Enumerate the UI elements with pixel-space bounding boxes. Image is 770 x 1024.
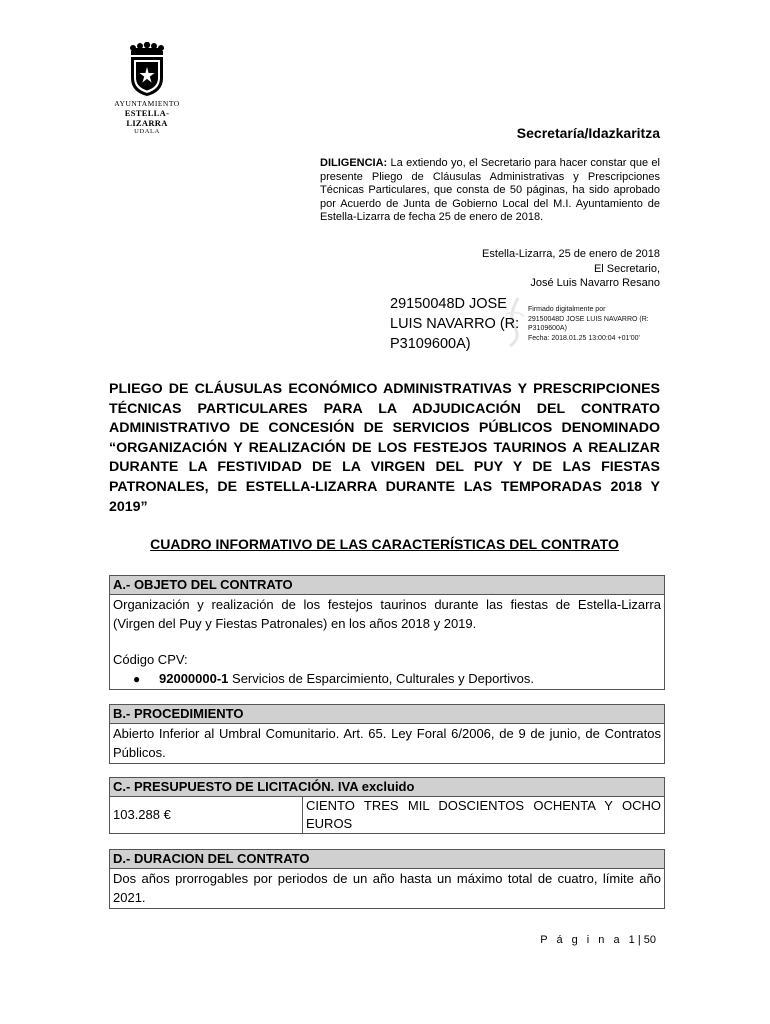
- diligencia-label: DILIGENCIA:: [320, 157, 388, 169]
- cpv-label: Código CPV:: [113, 652, 188, 667]
- bullet-icon: ●: [133, 671, 141, 686]
- document-title: PLIEGO DE CLÁUSULAS ECONÓMICO ADMINISTRATIVAS Y PRESCRIPCIONES TÉCNICAS PARTICULARES PARA LA ADJUDICACIÓN DEL CONTRATO ADMINISTRATIVO DE CONCESIÓN DE SERVICIOS PÚBLICOS DENOMINADO “ORGANIZACIÓN Y REALIZACIÓN DE LOS FESTEJOS TAURINOS A REALIZAR DURANTE LA FESTIVIDAD DE LA VIRGEN DEL PUY Y DE LAS FIESTAS PATRONALES, DE ESTELLA-LIZARRA DURANTE LAS TEMPORADAS 2018 Y 2019”: [109, 381, 660, 515]
- cpv-code: 92000000-1: [159, 670, 229, 686]
- logo-text-city: ESTELLA-LIZARRA: [124, 108, 170, 128]
- digital-signature-details: [528, 305, 663, 343]
- signing-name: José Luis Navarro Resano: [530, 277, 660, 289]
- digital-signature-detail: 29150048D JOSE LUIS NAVARRO (R:: [528, 315, 649, 323]
- section-a-body: [110, 595, 664, 689]
- section-a-box: [109, 575, 665, 690]
- digital-signature-detail: Fecha: 2018.01.25 13:00:04 +01'00': [528, 334, 640, 342]
- department-title: Secretaría/Idazkaritza: [516, 125, 660, 141]
- page-number: 1 | 50: [628, 934, 656, 946]
- logo-text-udala: UDALA: [134, 128, 160, 135]
- section-b-text: Abierto Inferior al Umbral Comunitario. Art. 65. Ley Foral 6/2006, de 9 de junio, de Contratos Públicos.: [113, 726, 661, 760]
- section-c-title: C.- PRESUPUESTO DE LICITACIÓN. IVA excluido: [110, 778, 664, 797]
- section-b-title: B.- PROCEDIMIENTO: [110, 705, 664, 724]
- diligencia-note: [320, 157, 660, 225]
- digital-signature-name: [390, 294, 530, 354]
- municipal-logo: [108, 42, 186, 136]
- digital-signature-line: LUIS NAVARRO (R:: [390, 316, 520, 332]
- coat-of-arms-icon: [125, 42, 169, 98]
- page-label: P á g i n a: [540, 934, 623, 946]
- cpv-description: Servicios de Esparcimiento, Culturales y Deportivos.: [228, 670, 535, 686]
- section-d-box: [109, 849, 665, 909]
- section-b-box: [109, 704, 665, 764]
- section-c-box: [109, 777, 665, 834]
- digital-signature-detail: Firmado digitalmente por: [528, 306, 606, 313]
- section-d-title: D.- DURACION DEL CONTRATO: [110, 850, 664, 869]
- diligencia-text: La extiendo yo, el Secretario para hacer constar que el presente Pliego de Cláusulas Administrativas y Prescripciones Técnicas Particulares, que consta de 50 páginas, ha sido aprobado por Acuerdo de Junta de Gobierno Local del M.I. Ayuntamiento de Estella-Lizarra de fecha 25 de enero de 2018.: [320, 157, 660, 224]
- section-a-text: Organización y realización de los festejos taurinos durante las fiestas de Estella-Lizarra (Virgen del Puy y Fiestas Patronales) en los años 2018 y 2019.: [113, 597, 661, 631]
- signing-role: El Secretario,: [593, 262, 660, 275]
- digital-signature-line: 29150048D JOSE: [390, 296, 507, 312]
- price-table: [110, 797, 664, 833]
- digital-signature-line: P3109600A): [390, 336, 471, 352]
- digital-signature-detail: P3109600A): [528, 325, 567, 332]
- signing-place-date: Estella-Lizarra, 25 de enero de 2018: [482, 248, 660, 260]
- cpv-list-item: [113, 670, 661, 689]
- section-d-text: Dos años prorrogables por periodos de un año hasta un máximo total de cuatro, límite año 2021.: [113, 871, 661, 905]
- price-amount-words: CIENTO TRES MIL DOSCIENTOS OCHENTA Y OCHO EUROS: [306, 798, 661, 831]
- price-amount: 103.288 €: [110, 797, 303, 833]
- section-heading: CUADRO INFORMATIVO DE LAS CARACTERÍSTICAS DEL CONTRATO: [150, 536, 619, 552]
- logo-text-ayuntamiento: AYUNTAMIENTO: [114, 99, 180, 108]
- section-a-title: A.- OBJETO DEL CONTRATO: [110, 576, 664, 595]
- signing-block: [482, 247, 660, 291]
- page-footer: [540, 934, 656, 946]
